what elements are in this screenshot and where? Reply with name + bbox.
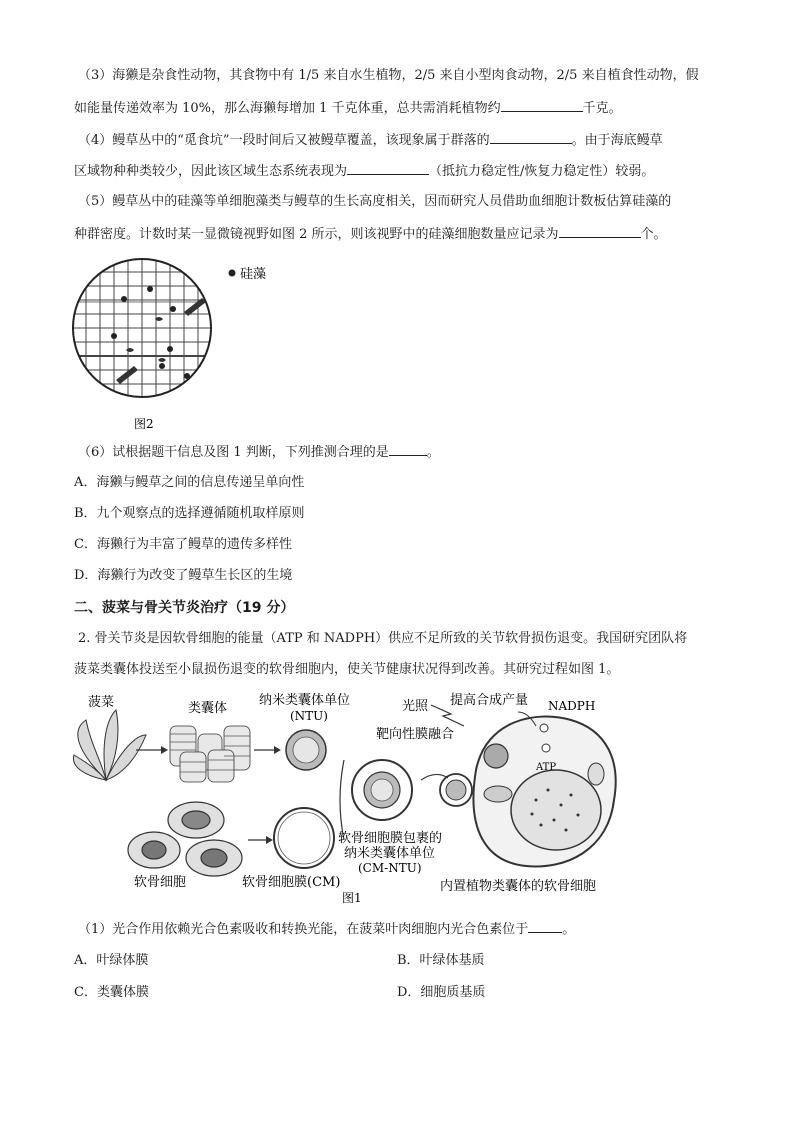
fig2-caption: 图2 — [134, 417, 154, 431]
q2-1-stem — [78, 920, 575, 939]
q2-line1: 2. 骨关节炎是因软骨细胞的能量（ATP 和 NADPH）供应不足所致的关节软骨损伤退变。我国研究团队将 — [78, 631, 688, 646]
q5-line2-text: 种群密度。计数时某一显微镜视野如图 2 所示，则该视野中的硅藻细胞数量应记录为 — [74, 227, 559, 242]
arrow-1-head — [161, 746, 168, 754]
legend-dot-icon — [229, 270, 236, 277]
q4-answer-blank-2[interactable] — [347, 162, 429, 175]
cm-membrane-inner — [278, 812, 330, 864]
label-atp: ATP — [536, 762, 557, 773]
q6-answer-blank[interactable] — [389, 443, 427, 456]
mitochondrion-icon — [484, 786, 512, 802]
counting-grid — [66, 252, 226, 412]
internal-thylakoid-unit — [484, 744, 508, 768]
label-spinach: 菠菜 — [88, 695, 115, 710]
q6-option-b[interactable]: B．九个观察点的选择遵循随机取样原则 — [74, 506, 305, 521]
q6-stem-text: （6）试根据题干信息及图 1 判断，下列推测合理的是 — [78, 445, 389, 460]
label-result: 内置植物类囊体的软骨细胞 — [440, 879, 597, 894]
nadph-vesicle — [540, 724, 548, 732]
q2-1-answer-blank[interactable] — [528, 920, 562, 933]
spinach-icon — [73, 710, 146, 780]
label-ntu-abbr: (NTU) — [290, 709, 328, 723]
fusing-particle-core — [446, 780, 466, 800]
label-membrane: 软骨细胞膜(CM) — [242, 875, 341, 890]
q6-option-c[interactable]: C．海獭行为丰富了鳗草的遗传多样性 — [74, 537, 292, 552]
label-fusion: 靶向性膜融合 — [376, 727, 455, 742]
q2-1-option-d[interactable]: D．细胞质基质 — [397, 985, 486, 1000]
vesicle-icon — [588, 763, 604, 785]
q3-line2-end: 千克。 — [582, 101, 622, 116]
q4-answer-blank-1[interactable] — [490, 131, 572, 144]
label-ntu: 纳米类囊体单位 — [259, 693, 351, 708]
q3-line2 — [74, 99, 622, 118]
fig1-caption: 图1 — [342, 891, 362, 905]
section-2-title: 二、菠菜与骨关节炎治疗（19 分） — [74, 600, 295, 616]
arrow-2-head — [274, 746, 281, 754]
cm-ntu-inner — [371, 779, 393, 801]
q2-1-stem-text: （1）光合作用依赖光合色素吸收和转换光能，在菠菜叶肉细胞内光合色素位于 — [78, 922, 529, 937]
q3-answer-blank[interactable] — [501, 99, 583, 112]
q4-line2-end: （抵抗力稳定性/恢复力稳定性）较弱。 — [429, 164, 655, 179]
label-increase: 提高合成产量 — [450, 693, 529, 708]
q2-1-option-c[interactable]: C．类囊体膜 — [74, 985, 149, 1000]
q3-line2-text: 如能量传递效率为 10%，那么海獭每增加 1 千克体重，总共需消耗植物约 — [74, 101, 501, 116]
q4-line2 — [74, 162, 654, 181]
target-nucleus — [511, 770, 601, 850]
q3-line1: （3）海獭是杂食性动物，其食物中有 1/5 来自水生植物，2/5 来自小型肉食动物，2/5 来自植食性动物，假 — [78, 68, 699, 83]
label-cm-ntu-1: 软骨细胞膜包裹的 — [338, 831, 443, 846]
q5-line2-end: 个。 — [640, 227, 667, 242]
cm-membrane-ring — [274, 808, 334, 868]
q4-line2-text: 区域物种种类较少，因此该区域生态系统表现为 — [74, 164, 348, 179]
q4-line1 — [78, 131, 663, 150]
merge-bracket — [340, 760, 344, 840]
q6-option-d[interactable]: D．海獭行为改变了鳗草生长区的生境 — [74, 568, 293, 583]
label-thylakoid: 类囊体 — [188, 701, 228, 716]
q5-line2 — [74, 225, 667, 244]
q2-line2: 菠菜类囊体投送至小鼠损伤退变的软骨细胞内，使关节健康状况得到改善。其研究过程如图 1。 — [74, 662, 620, 677]
ntu-core — [293, 737, 319, 763]
label-cm-ntu-2: 纳米类囊体单位 — [344, 846, 436, 861]
figure-1 — [66, 690, 636, 910]
other-organisms — [116, 298, 206, 384]
atp-vesicle — [542, 744, 550, 752]
arrow-3-head — [266, 836, 273, 844]
fig2-legend: 硅藻 — [240, 267, 267, 282]
light-icon — [431, 705, 464, 726]
q2-1-stem-end: 。 — [562, 922, 576, 937]
q2-1-option-a[interactable]: A．叶绿体膜 — [74, 953, 149, 968]
label-cm-ntu-3: (CM-NTU) — [358, 861, 422, 875]
q6-stem-end: 。 — [426, 445, 440, 460]
q4-line1-end: 。由于海底鳗草 — [571, 133, 663, 148]
q2-1-option-b[interactable]: B．叶绿体基质 — [397, 953, 485, 968]
q5-answer-blank[interactable] — [559, 225, 641, 238]
figure-2 — [66, 252, 286, 432]
thylakoid-stacks-icon — [170, 726, 250, 782]
label-nadph: NADPH — [548, 699, 596, 713]
q6-stem — [78, 443, 440, 462]
chondrocyte-cells-icon — [128, 802, 242, 876]
q4-line1-text: （4）鳗草丛中的“觅食坑”一段时间后又被鳗草覆盖，该现象属于群落的 — [78, 133, 490, 148]
label-chondrocyte: 软骨细胞 — [134, 875, 187, 890]
q5-line1: （5）鳗草丛中的硅藻等单细胞藻类与鳗草的生长高度相关，因而研究人员借助血细胞计数板估算硅藻的 — [78, 194, 672, 209]
label-light: 光照 — [402, 699, 429, 714]
q6-option-a[interactable]: A．海獭与鳗草之间的信息传递呈单向性 — [74, 475, 305, 490]
